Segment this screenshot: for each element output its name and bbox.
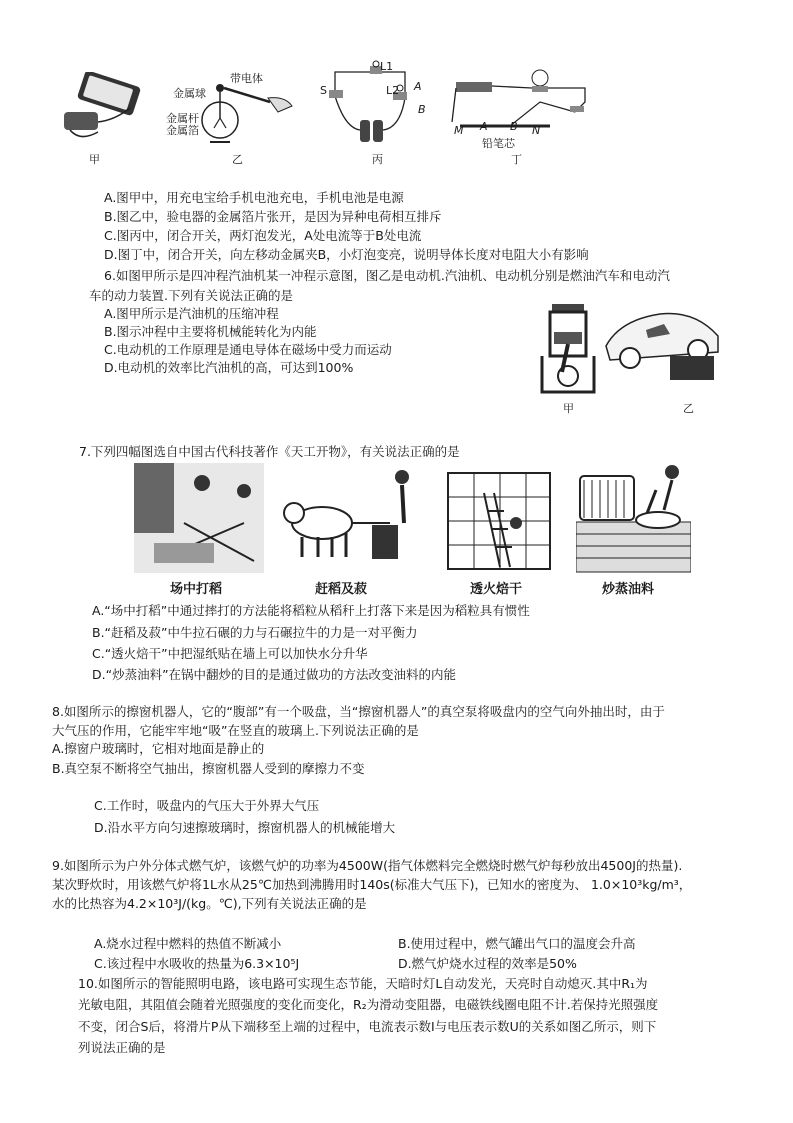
q5-option-b: B.图乙中，验电器的金属箔片张开，是因为异种电荷相互排斥: [104, 209, 442, 224]
bing-label-a: A: [414, 80, 422, 93]
q5-option-c: C.图丙中，闭合开关，两灯泡发光，A处电流等于B处电流: [104, 228, 422, 243]
q6-stem-line1: 6.如图甲所示是四冲程汽油机某一冲程示意图，图乙是电动机.汽油机、电动机分别是燃油汽车和电动汽: [104, 268, 670, 283]
ding-label-m: M: [454, 124, 464, 137]
figure-ox-roller: [272, 463, 418, 573]
q7-option-a: A.“场中打稻”中通过摔打的方法能将稻粒从稻秆上打落下来是因为稻粒具有惯性: [92, 603, 530, 618]
q9-option-c: C.该过程中水吸收的热量为6.3×10⁵J: [94, 956, 300, 971]
q7-stem: 7.下列四幅图选自中国古代科技著作《天工开物》，有关说法正确的是: [79, 444, 460, 459]
q6-fig-jia-label: 甲: [563, 402, 574, 415]
figure-pencil-lead-circuit: [450, 62, 600, 140]
q10-stem-line1: 10.如图所示的智能照明电路，该电路可实现生态节能，天暗时灯L自动发光，天亮时自动熄灭.其中R₁为: [78, 976, 648, 991]
bing-label-l2: L2: [386, 84, 400, 97]
figure-phone-charging: [60, 72, 155, 152]
yi-label-charged-body: 带电体: [230, 72, 263, 85]
q10-stem-line3: 不变，闭合S后，将滑片P从下端移至上端的过程中，电流表示数I与电压表示数U的关系如图乙所示，则下: [78, 1019, 657, 1034]
q8-option-a: A.擦窗户玻璃时，它相对地面是静止的: [52, 741, 265, 756]
ding-label-b: B: [510, 120, 518, 133]
bing-label-switch: S: [320, 84, 327, 97]
figure-electric-car-motor: [600, 290, 730, 386]
q7-caption-3: 透火焙干: [470, 582, 523, 597]
figure-parallel-circuit: [315, 58, 425, 148]
q5-option-d: D.图丁中，闭合开关，向左移动金属夹B，小灯泡变亮，说明导体长度对电阻大小有影响: [104, 247, 589, 262]
q9-stem-line1: 9.如图所示为户外分体式燃气炉，该燃气炉的功率为4500W(指气体燃料完全燃烧时燃气炉每秒放出4500J的热量).: [52, 858, 683, 873]
q8-stem-line2: 大气压的作用，它能牢牢地“吸”在竖直的玻璃上.下列说法正确的是: [52, 723, 419, 738]
q5-option-a: A.图甲中，用充电宝给手机电池充电，手机电池是电源: [104, 190, 404, 205]
ding-label-a: A: [480, 120, 488, 133]
q6-option-a: A.图甲所示是汽油机的压缩冲程: [104, 306, 279, 321]
q8-stem-line1: 8.如图所示的擦窗机器人，它的“腹部”有一个吸盘，当“擦窗机器人”的真空泵将吸盘内的空气向外抽出时，由于: [52, 704, 665, 719]
figure-paper-drying: [444, 463, 554, 573]
figure-engine-stroke: [538, 302, 598, 398]
q10-stem-line4: 列说法正确的是: [78, 1040, 166, 1055]
fig-bing-label: 丙: [372, 153, 383, 166]
q7-option-b: B.“赶稻及菽”中牛拉石碾的力与石碾拉牛的力是一对平衡力: [92, 625, 418, 640]
bing-label-b: B: [418, 103, 426, 116]
q7-caption-4: 炒蒸油料: [602, 582, 655, 597]
q7-caption-2: 赶稻及菽: [315, 582, 368, 597]
q9-stem-line3: 水的比热容为4.2×10³J/(kg。℃),下列有关说法正确的是: [52, 896, 367, 911]
fig-jia-label: 甲: [89, 153, 100, 166]
bing-label-l1: L1: [380, 60, 394, 73]
q6-option-d: D.电动机的效率比汽油机的高，可达到100%: [104, 360, 354, 375]
yi-label-metal-foil: 金属箔: [166, 124, 199, 137]
q7-caption-1: 场中打稻: [170, 582, 223, 597]
fig-ding-label: 丁: [511, 153, 522, 166]
q6-option-b: B.图示冲程中主要将机械能转化为内能: [104, 324, 317, 339]
q7-option-d: D.“炒蒸油料”在锅中翻炒的目的是通过做功的方法改变油料的内能: [92, 667, 457, 682]
q6-fig-yi-label: 乙: [683, 402, 694, 415]
figure-threshing: [134, 463, 264, 573]
q9-stem-line2: 某次野炊时，用该燃气炉将1L水从25℃加热到沸腾用时140s(标准大气压下)，已知水的密度为、 1.0×10³kg/m³，: [52, 877, 692, 892]
q9-option-d: D.燃气炉烧水过程的效率是50%: [398, 956, 577, 971]
yi-label-metal-rod: 金属杆: [166, 112, 199, 125]
fig-yi-label: 乙: [232, 153, 243, 166]
q10-stem-line2: 光敏电阻，其阻值会随着光照强度的变化而变化，R₂为滑动变阻器，电磁铁线圈电阻不计.若保持光照强度: [78, 997, 659, 1012]
q8-option-b: B.真空泵不断将空气抽出，擦窗机器人受到的摩擦力不变: [52, 761, 365, 776]
ding-label-pencil-lead: 铅笔芯: [482, 137, 515, 150]
q9-option-b: B.使用过程中，燃气罐出气口的温度会升高: [398, 936, 636, 951]
q6-option-c: C.电动机的工作原理是通电导体在磁场中受力而运动: [104, 342, 392, 357]
figure-oil-steaming: [576, 460, 691, 573]
q8-option-c: C.工作时，吸盘内的气压大于外界大气压: [94, 798, 320, 813]
q6-stem-line2: 车的动力装置.下列有关说法正确的是: [89, 288, 293, 303]
q9-option-a: A.烧水过程中燃料的热值不断减小: [94, 936, 282, 951]
ding-label-n: N: [532, 124, 541, 137]
yi-label-metal-ball: 金属球: [173, 87, 206, 100]
q7-option-c: C.“透火焙干”中把湿纸贴在墙上可以加快水分升华: [92, 646, 368, 661]
q8-option-d: D.沿水平方向匀速擦玻璃时，擦窗机器人的机械能增大: [94, 820, 396, 835]
